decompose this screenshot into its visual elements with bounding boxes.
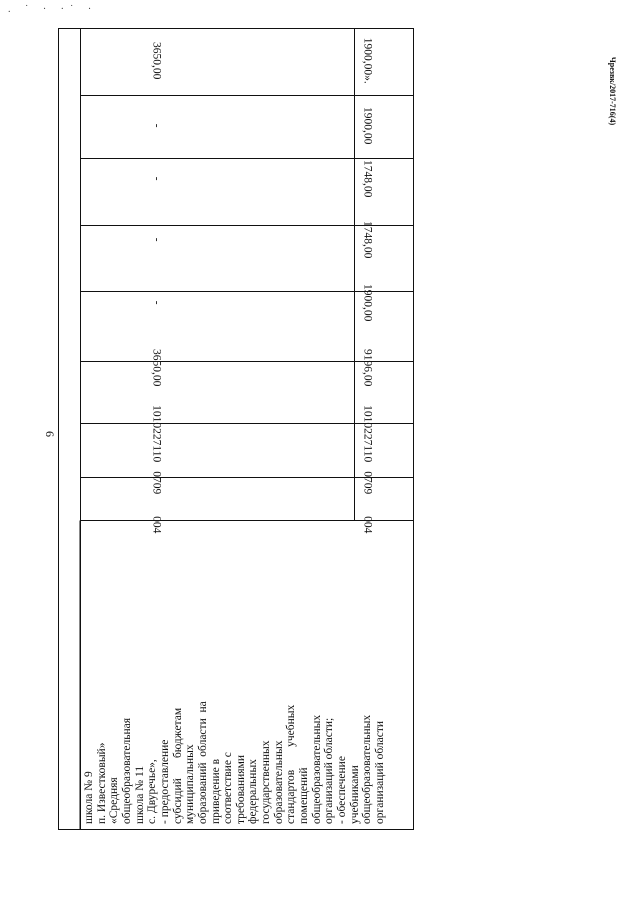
program-name-line: с. Двуречье», bbox=[146, 759, 159, 824]
program-name-line: организаций области; bbox=[323, 717, 336, 824]
row2-y1: 9196,00 bbox=[361, 349, 374, 387]
program-name-line: государственных bbox=[260, 740, 273, 824]
program-name-line: учебниками bbox=[348, 765, 361, 824]
program-name-line: общеобразовательных bbox=[361, 714, 374, 824]
program-name-line: муниципальных bbox=[184, 744, 197, 824]
program-name-line: общеобразовательная bbox=[120, 718, 133, 824]
row1-admin: 004 bbox=[150, 516, 163, 534]
program-name-line: соответствие с bbox=[222, 752, 235, 824]
row2-y2: 1900,00 bbox=[361, 284, 374, 322]
row1-y3: - bbox=[150, 237, 163, 242]
program-name-line: образований области на bbox=[196, 701, 209, 824]
program-name-line: федеральных bbox=[247, 759, 260, 824]
row2-y6: 1900,00». bbox=[361, 37, 374, 84]
program-name-line: приведение в bbox=[209, 758, 222, 824]
program-name-line: субсидий бюджетам bbox=[171, 707, 184, 824]
page-number: 6 bbox=[43, 431, 57, 437]
row1-y4: - bbox=[150, 176, 163, 181]
row1-y2: - bbox=[150, 300, 163, 305]
row2-y4: 1748,00 bbox=[361, 160, 374, 198]
program-name-line: образовательных bbox=[272, 740, 285, 824]
row1-section: 0709 bbox=[150, 471, 163, 495]
program-name-line: школа № 11 bbox=[133, 765, 146, 824]
row2-y5: 1900,00 bbox=[361, 107, 374, 145]
program-name-line: требованиями bbox=[234, 754, 247, 824]
program-name-line: п. Известковый» bbox=[95, 742, 108, 824]
row2-target: 1010227110 bbox=[361, 405, 374, 463]
budget-table-rotated bbox=[58, 28, 414, 830]
program-name-line: общеобразовательных bbox=[310, 714, 323, 824]
row1-target: 1010227110 bbox=[150, 405, 163, 463]
program-name-line: организаций области bbox=[373, 720, 386, 824]
document-code: Чрезвк/2017-716(4) bbox=[608, 56, 617, 126]
row1-y6: 3650,00 bbox=[150, 42, 163, 80]
program-name-line: «Средняя bbox=[108, 777, 121, 824]
row2-section: 0709 bbox=[361, 471, 374, 495]
program-name-line: помещений bbox=[298, 767, 311, 824]
row1-y1: 3650,00 bbox=[150, 349, 163, 387]
row2-y3: 1748,00 bbox=[361, 221, 374, 259]
scan-marks: . ˙ · ·˙ · bbox=[8, 4, 98, 15]
program-name-line: - обеспечение bbox=[336, 756, 348, 824]
row1-y5: - bbox=[150, 123, 163, 128]
row2-admin: 004 bbox=[361, 516, 374, 534]
program-name-line: школа № 9 bbox=[83, 771, 95, 824]
program-name-line: стандартов учебных bbox=[285, 704, 298, 824]
program-name-line: - предоставление bbox=[158, 739, 171, 824]
